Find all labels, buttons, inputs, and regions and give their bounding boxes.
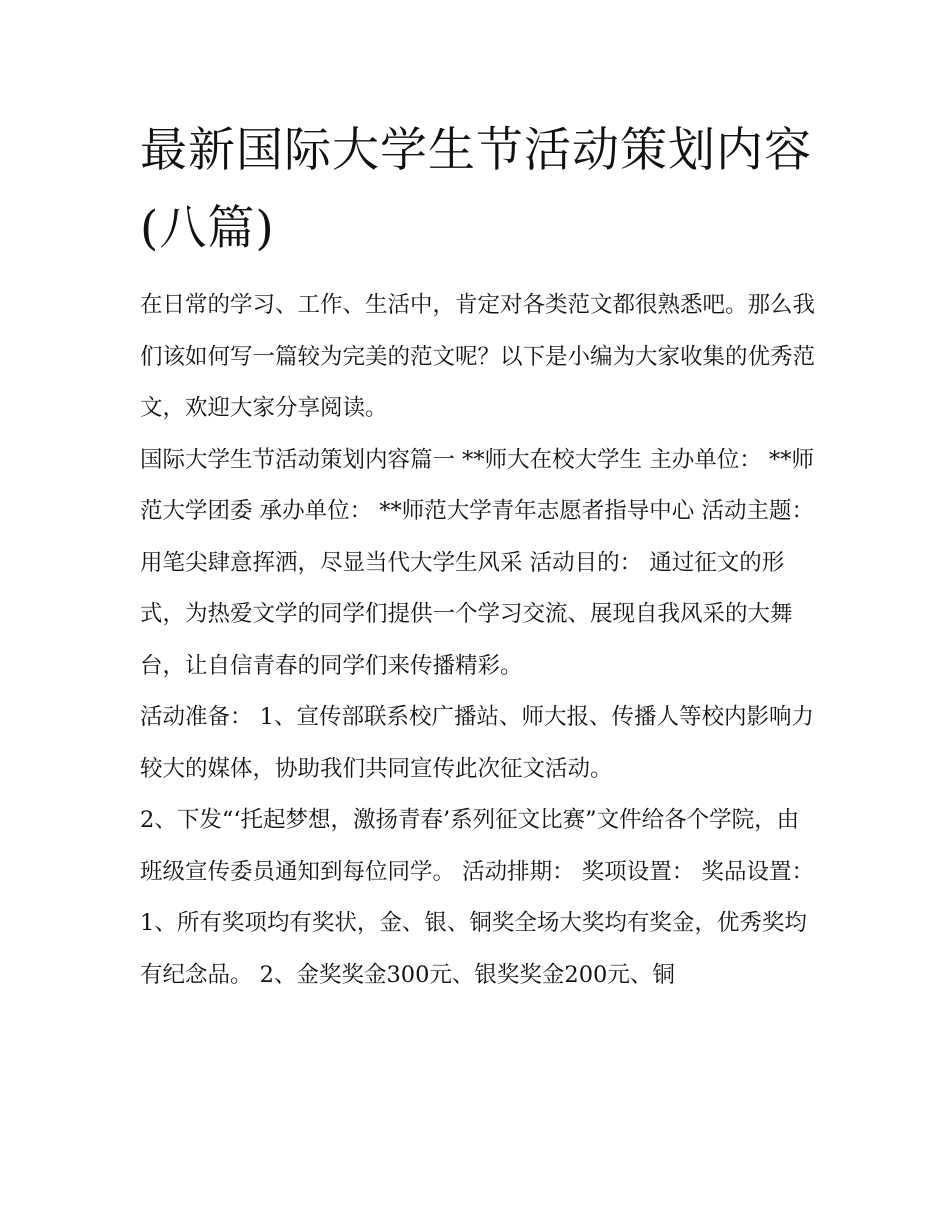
paragraph-theme-purpose: 用笔尖肆意挥洒，尽显当代大学生风采 活动目的： 通过征文的形式，为热爱文学的同学们提供一个学习交流、展现自我风采的大舞台，让自信青春的同学们来传播精彩。: [140, 549, 793, 679]
paragraph-preparation: 活动准备： 1、宣传部联系校广播站、师大报、传播人等校内影响力较大的媒体，协助我们共同宣传此次征文活动。: [140, 704, 814, 782]
paragraph-prizes: 1、所有奖项均有奖状，金、银、铜奖全场大奖均有奖金，优秀奖均有纪念品。 2、金奖奖金300元、银奖奖金200元、铜: [140, 910, 807, 988]
paragraph-intro: 在日常的学习、工作、生活中，肯定对各类范文都很熟悉吧。那么我们该如何写一篇较为完美的范文呢？以下是小编为大家收集的优秀范文，欢迎大家分享阅读。: [140, 292, 816, 421]
paragraph-notice: 2、下发“‘托起梦想，激扬青春’系列征文比赛”文件给各个学院，由班级宣传委员通知到每位同学。 活动排期： 奖项设置： 奖品设置：: [140, 807, 814, 885]
paragraph-organizers: 国际大学生节活动策划内容篇一 **师大在校大学生 主办单位： **师范大学团委 承办单位： **师范大学青年志愿者指导中心 活动主题：: [140, 446, 814, 524]
document-body: [140, 280, 815, 1001]
document-title: 最新国际大学生节活动策划内容(八篇): [140, 123, 812, 256]
